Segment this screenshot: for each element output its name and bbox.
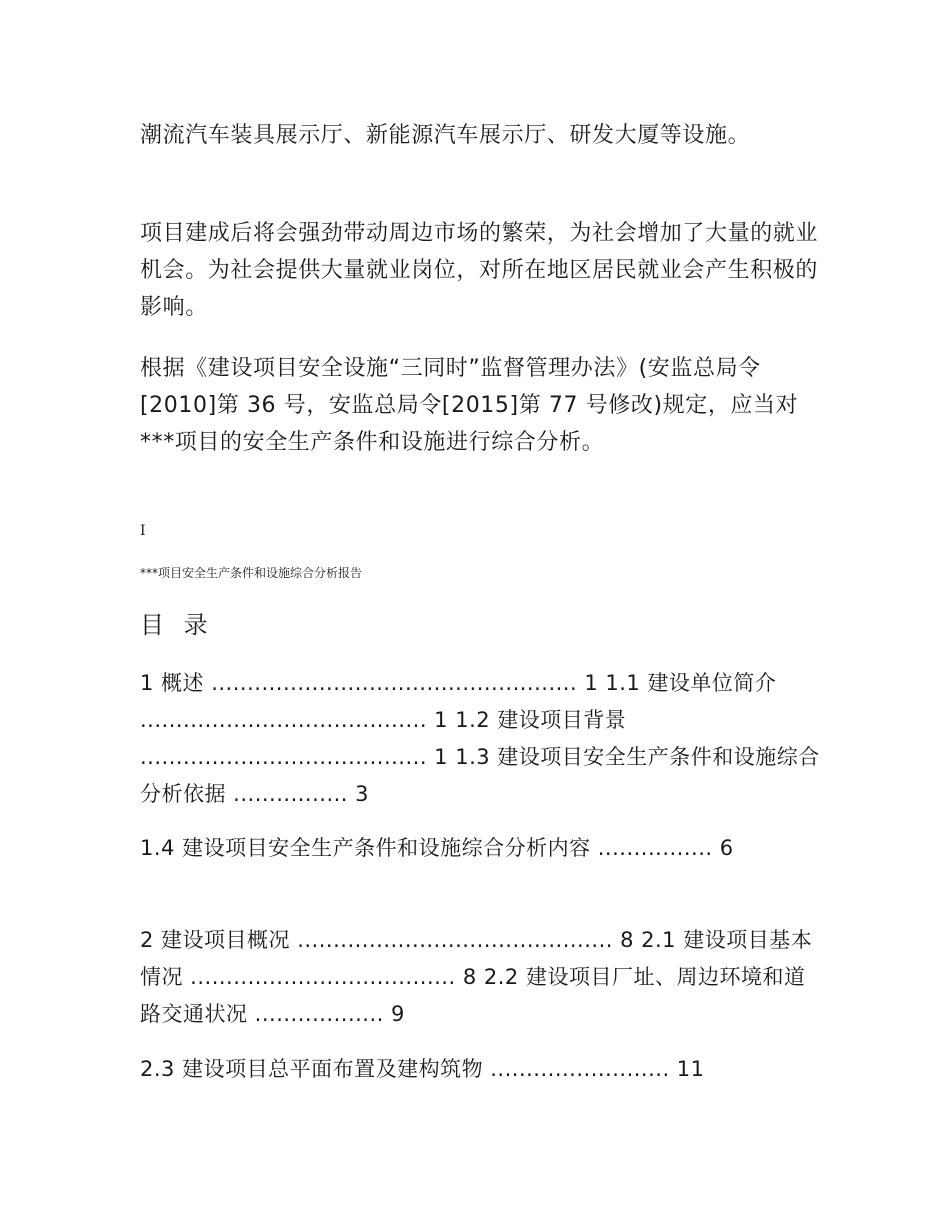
body-paragraph: 根据《建设项目安全设施“三同时”监督管理办法》(安监总局令[2010]第 36 号，安监总局令[2015]第 77 号修改)规定，应当对***项目的安全生产条件和设施进行综合分析。 xyxy=(140,356,799,455)
running-header: ***项目安全生产条件和设施综合分析报告 xyxy=(140,566,363,580)
body-paragraph: 项目建成后将会强劲带动周边市场的繁荣，为社会增加了大量的就业机会。为社会提供大量就业岗位，对所在地区居民就业会产生积极的影响。 xyxy=(140,221,819,320)
body-paragraph: 潮流汽车装具展示厅、新能源汽车展示厅、研发大厦等设施。 xyxy=(140,123,751,148)
page-number: I xyxy=(140,523,146,539)
toc-entry[interactable]: 2.3 建设项目总平面布置及建构筑物 ......................... 11 xyxy=(140,1057,705,1081)
toc-title: 目 录 xyxy=(140,611,214,639)
toc-entry[interactable]: 2 建设项目概况 ............................................ 8 2.1 建设项目基本情况 ..................................... 8 2.2 建设项目厂址、周边环境和道路交通状况 .................. 9 xyxy=(140,928,813,1026)
toc-entry[interactable]: 1 概述 ................................................... 1 1.1 建设单位简介 ........................................ 1 1.2 建设项目背景 ........................................ 1 1.3 建设项目安全生产条件和设施综合分析依据 ................ 3 xyxy=(140,671,820,806)
toc-entry[interactable]: 1.4 建设项目安全生产条件和设施综合分析内容 ................ 6 xyxy=(140,836,734,860)
